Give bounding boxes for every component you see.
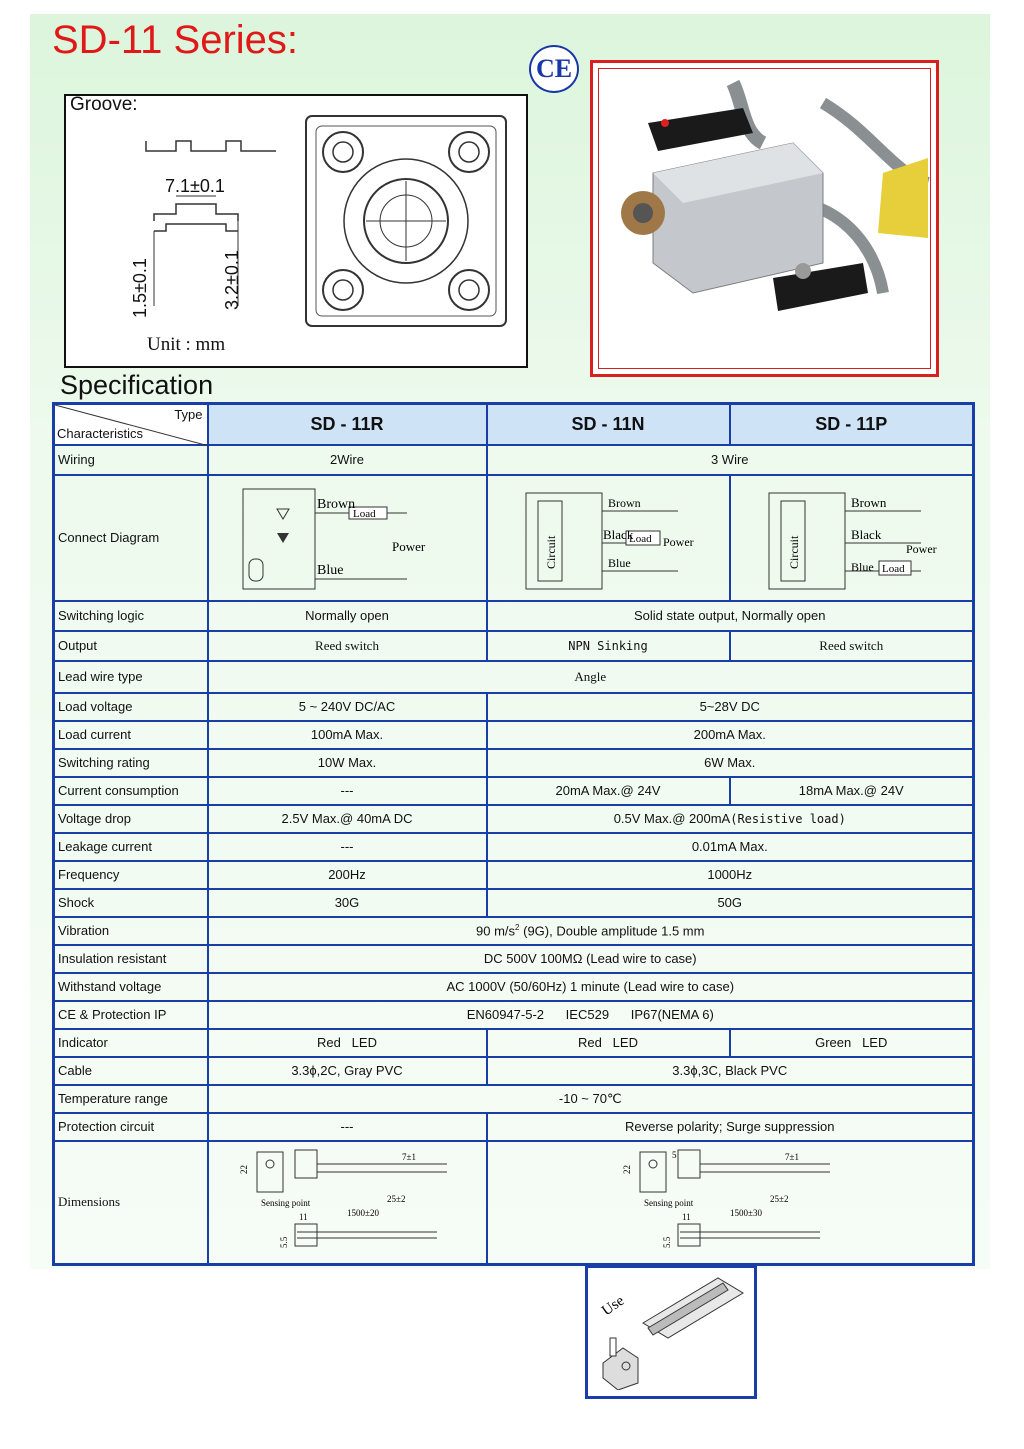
row-connect-diagram — [54, 475, 974, 601]
shock-np: 50G — [487, 889, 974, 917]
dimension-drawing-np — [620, 1142, 840, 1260]
shock-r: 30G — [208, 889, 487, 917]
row-label: Protection circuit — [54, 1113, 208, 1141]
np-dim-sense: Sensing point — [643, 1197, 694, 1208]
p-load-label: Load — [882, 563, 905, 575]
connect-diagram-p — [730, 475, 974, 601]
temperature-all: -10 ~ 70℃ — [208, 1085, 974, 1113]
dimensions-r — [208, 1141, 487, 1265]
r-power-label: Power — [392, 539, 426, 554]
row-indicator — [54, 1029, 974, 1057]
row-label: Switching logic — [54, 601, 208, 631]
frequency-np: 1000Hz — [487, 861, 974, 889]
usage-drawing — [588, 1268, 748, 1390]
row-label: Vibration — [54, 917, 208, 945]
row-insulation — [54, 945, 974, 973]
row-voltage-drop — [54, 805, 974, 833]
row-shock — [54, 889, 974, 917]
lead-wire-all: Angle — [208, 661, 974, 693]
voltage-drop-r: 2.5V Max.@ 40mA DC — [208, 805, 487, 833]
row-leakage-current — [54, 833, 974, 861]
row-frequency — [54, 861, 974, 889]
wiring-diagram-2wire — [237, 481, 457, 591]
np-dim-w: 11 — [681, 1211, 691, 1222]
usage-illustration — [585, 1265, 757, 1399]
np-dim-b: 25±2 — [769, 1193, 789, 1204]
n-black-label: Black — [603, 527, 634, 542]
n-blue-label: Blue — [608, 556, 631, 570]
np-dim-a: 7±1 — [784, 1151, 799, 1162]
row-label: Switching rating — [54, 749, 208, 777]
row-protection-circuit — [54, 1113, 974, 1141]
row-current-consumption — [54, 777, 974, 805]
ce-mark-icon: CE — [529, 45, 579, 93]
indicator-n: Red LED — [487, 1029, 730, 1057]
n-brown-label: Brown — [608, 496, 641, 510]
current-consumption-n: 20mA Max.@ 24V — [487, 777, 730, 805]
output-p: Reed switch — [730, 631, 974, 661]
cable-np: 3.3ϕ,3C, Black PVC — [487, 1057, 974, 1085]
groove-label: Groove: — [70, 94, 138, 115]
connect-diagram-n — [487, 475, 730, 601]
row-label: Load current — [54, 721, 208, 749]
row-dimensions — [54, 1141, 974, 1265]
withstand-all: AC 1000V (50/60Hz) 1 minute (Lead wire to case) — [208, 973, 974, 1001]
product-photo — [590, 60, 939, 377]
np-dim-len: 1500±30 — [729, 1207, 762, 1218]
protection-r: --- — [208, 1113, 487, 1141]
p-circuit-label: Circuit — [787, 535, 802, 569]
row-wiring — [54, 445, 974, 475]
cable-r: 3.3ϕ,2C, Gray PVC — [208, 1057, 487, 1085]
wiring-r: 2Wire — [208, 445, 487, 475]
r-dim-sense: Sensing point — [261, 1197, 311, 1208]
row-load-voltage — [54, 693, 974, 721]
vibration-detail: (9G), Double amplitude 1.5 mm — [519, 923, 705, 939]
load-current-r: 100mA Max. — [208, 721, 487, 749]
vibration-value: 90 m/s — [476, 923, 516, 939]
np-dim-t: 5 — [671, 1149, 677, 1160]
groove-diagram — [66, 96, 526, 366]
row-load-current — [54, 721, 974, 749]
wiring-np: 3 Wire — [487, 445, 974, 475]
corner-type-label: Type — [174, 407, 203, 423]
row-label: Load voltage — [54, 693, 208, 721]
frequency-r: 200Hz — [208, 861, 487, 889]
np-dim-h: 22 — [621, 1164, 632, 1174]
row-label: Insulation resistant — [54, 945, 208, 973]
p-black-label: Black — [851, 527, 882, 542]
row-cable — [54, 1057, 974, 1085]
row-output — [54, 631, 974, 661]
r-blue-label: Blue — [317, 563, 344, 578]
row-ce-protection — [54, 1001, 974, 1029]
connect-diagram-r — [208, 475, 487, 601]
n-power-label: Power — [663, 535, 694, 549]
row-label: Indicator — [54, 1029, 208, 1057]
load-voltage-np: 5~28V DC — [487, 693, 974, 721]
load-voltage-r: 5 ~ 240V DC/AC — [208, 693, 487, 721]
insulation-all: DC 500V 100MΩ (Lead wire to case) — [208, 945, 974, 973]
row-label: Current consumption — [54, 777, 208, 805]
r-dim-h: 22 — [239, 1164, 249, 1174]
row-label: Dimensions — [54, 1141, 208, 1265]
leakage-r: --- — [208, 833, 487, 861]
use-label: Use — [599, 1292, 628, 1320]
corner-characteristics-label: Characteristics — [57, 426, 143, 442]
n-load-label: Load — [629, 533, 652, 545]
model-sd-11n: SD - 11N — [487, 404, 730, 445]
switching-rating-r: 10W Max. — [208, 749, 487, 777]
protection-np: Reverse polarity; Surge suppression — [487, 1113, 974, 1141]
row-vibration — [54, 917, 974, 945]
groove-depth-dim-1: 1.5±0.1 — [130, 258, 150, 318]
dimensions-np — [487, 1141, 974, 1265]
current-consumption-r: --- — [208, 777, 487, 805]
model-sd-11r: SD - 11R — [208, 404, 487, 445]
model-sd-11p: SD - 11P — [730, 404, 974, 445]
groove-drawing — [64, 94, 528, 368]
row-withstand-voltage — [54, 973, 974, 1001]
voltage-drop-np — [487, 805, 974, 833]
table-header-row — [54, 404, 974, 445]
p-blue-label: Blue — [851, 560, 874, 574]
groove-depth-dim-2: 3.2±0.1 — [222, 250, 242, 310]
leakage-np: 0.01mA Max. — [487, 833, 974, 861]
p-power-label: Power — [906, 542, 937, 556]
switching-logic-np: Solid state output, Normally open — [487, 601, 974, 631]
dimension-drawing-r — [237, 1142, 457, 1260]
switching-logic-r: Normally open — [208, 601, 487, 631]
load-current-np: 200mA Max. — [487, 721, 974, 749]
row-label: Frequency — [54, 861, 208, 889]
row-switching-rating — [54, 749, 974, 777]
vibration-exponent: 2 — [515, 922, 520, 932]
row-switching-logic — [54, 601, 974, 631]
unit-label: Unit : mm — [147, 334, 226, 355]
specification-heading: Specification — [60, 370, 214, 400]
output-r: Reed switch — [208, 631, 487, 661]
wiring-diagram-pnp — [751, 481, 951, 591]
voltage-drop-np-value: 0.5V Max.@ 200mA — [613, 811, 731, 826]
row-label: Withstand voltage — [54, 973, 208, 1001]
row-label: Cable — [54, 1057, 208, 1085]
r-brown-label: Brown — [317, 497, 356, 512]
r-dim-a: 7±1 — [402, 1151, 416, 1162]
page-title: SD-11 Series: — [52, 18, 299, 62]
r-dim-b: 25±2 — [387, 1193, 406, 1204]
row-label: Lead wire type — [54, 661, 208, 693]
row-label: Wiring — [54, 445, 208, 475]
r-dim-len: 1500±20 — [347, 1207, 379, 1218]
p-brown-label: Brown — [851, 495, 887, 510]
np-dim-d: 5.5 — [661, 1236, 672, 1248]
vibration-all — [208, 917, 974, 945]
wiring-diagram-npn — [508, 481, 708, 591]
switching-rating-np: 6W Max. — [487, 749, 974, 777]
groove-width-dim: 7.1±0.1 — [165, 176, 225, 196]
indicator-r: Red LED — [208, 1029, 487, 1057]
r-dim-d: 5.5 — [279, 1236, 289, 1248]
specification-table — [52, 402, 975, 1266]
current-consumption-p: 18mA Max.@ 24V — [730, 777, 974, 805]
corner-cell — [54, 404, 208, 445]
row-label: Output — [54, 631, 208, 661]
row-label: Connect Diagram — [54, 475, 208, 601]
row-temperature — [54, 1085, 974, 1113]
row-label: Voltage drop — [54, 805, 208, 833]
row-label: Temperature range — [54, 1085, 208, 1113]
output-n: NPN Sinking — [487, 631, 730, 661]
ce-ip-all: EN60947-5-2 IEC529 IP67(NEMA 6) — [208, 1001, 974, 1029]
row-label: CE & Protection IP — [54, 1001, 208, 1029]
n-circuit-label: Circuit — [544, 535, 558, 569]
r-load-label: Load — [353, 508, 376, 520]
row-label: Shock — [54, 889, 208, 917]
indicator-p: Green LED — [730, 1029, 974, 1057]
voltage-drop-np-note: (Resistive load) — [730, 812, 846, 826]
r-dim-w: 11 — [299, 1211, 308, 1222]
row-lead-wire — [54, 661, 974, 693]
row-label: Leakage current — [54, 833, 208, 861]
